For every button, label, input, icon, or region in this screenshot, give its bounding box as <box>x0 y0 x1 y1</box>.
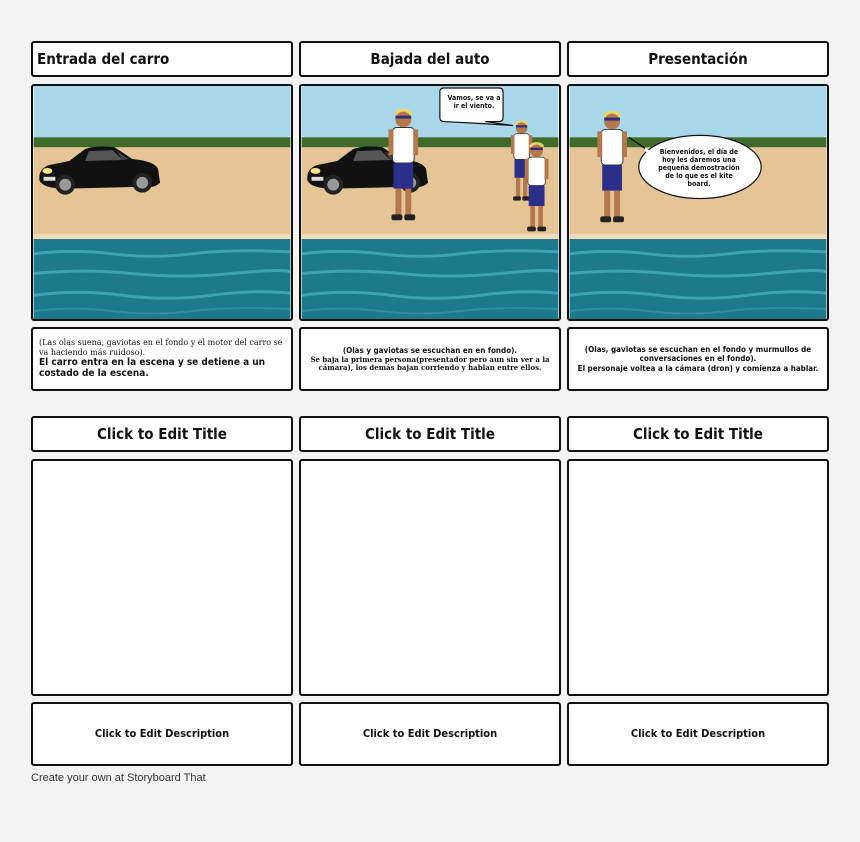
panel-2-desc-line1: (Olas y gaviotas se escuchan en en fondo). <box>342 346 518 356</box>
panel-3-desc-line1: (Olas, gaviotas se escuchan en el fondo y murmullos de conversaciones en el fondo). <box>584 345 812 364</box>
panel-3-title[interactable] <box>567 41 829 77</box>
panel-6-description[interactable] <box>567 702 829 766</box>
panel-5-scene[interactable] <box>299 459 561 696</box>
panel-2-title-text: Bajada del auto <box>370 50 490 68</box>
panel-1-desc-action: El carro entra en la escena y se detiene a un costado de la escena. <box>39 356 266 380</box>
panel-4-scene[interactable] <box>31 459 293 696</box>
panel-5-description[interactable] <box>299 702 561 766</box>
panel-3-title-text: Presentación <box>648 50 748 68</box>
panel-1-scene[interactable] <box>31 84 293 321</box>
panel-6-title-text: Click to Edit Title <box>633 425 763 443</box>
panel-5-desc-text: Click to Edit Description <box>362 726 498 740</box>
panel-1-illustration <box>33 86 291 319</box>
panel-1-description[interactable] <box>31 327 293 391</box>
panel-6-title[interactable] <box>567 416 829 452</box>
panel-2-title[interactable] <box>299 41 561 77</box>
panel-3-illustration <box>569 86 827 319</box>
panel-1-title[interactable] <box>31 41 293 77</box>
panel-4-description[interactable] <box>31 702 293 766</box>
panel-1-title-text: Entrada del carro <box>37 50 170 68</box>
panel-3-description[interactable] <box>567 327 829 391</box>
panel-4-title-text: Click to Edit Title <box>97 425 227 443</box>
panel-5-title-text: Click to Edit Title <box>365 425 495 443</box>
panel-1-desc-sound: (Las olas suena, gaviotas en el fondo y el motor del carro se va haciendo más ruidoso). <box>39 338 283 357</box>
panel-3-bubble-text: Bienvenidos, el día de hoy les daremos una pequeña demostración de lo que es el kite board. <box>658 148 740 189</box>
panel-4-desc-text: Click to Edit Description <box>94 726 230 740</box>
panel-3-desc-line2: El personaje voltea a la cámara (dron) y comienza a hablar. <box>577 363 819 373</box>
footer-credit: Create your own at Storyboard That <box>31 772 206 784</box>
panel-5-title[interactable] <box>299 416 561 452</box>
panel-2-desc-line2: Se baja la primera persona(presentador pero aun sin ver a la cámara), los demás bajan corriendo y hablan entre ellos. <box>310 354 550 372</box>
panel-2-description[interactable] <box>299 327 561 391</box>
panel-6-desc-text: Click to Edit Description <box>630 726 766 740</box>
panel-2-scene[interactable] <box>299 84 561 321</box>
panel-4-title[interactable] <box>31 416 293 452</box>
panel-2-illustration <box>301 86 559 319</box>
panel-6-scene[interactable] <box>567 459 829 696</box>
panel-3-scene[interactable] <box>567 84 829 321</box>
panel-2-bubble-text: Vamos, se va a ir el viento. <box>447 94 501 111</box>
